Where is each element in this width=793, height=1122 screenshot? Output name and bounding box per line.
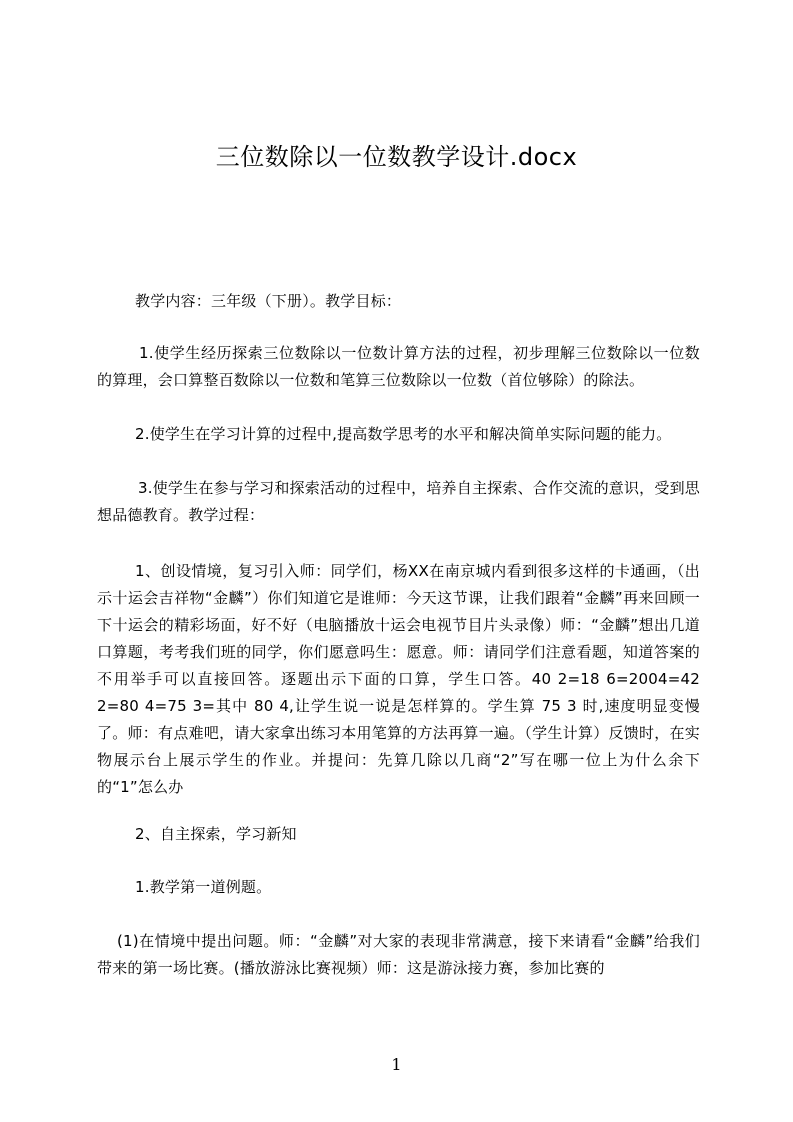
paragraph-example-1-part-1: (1)在情境中提出问题。师：“金麟”对大家的表现非常满意，接下来请看“金麟”给我们带来的第一场比赛。(播放游泳比赛视频）师：这是游泳接力赛，参加比赛的 [97, 932, 700, 977]
paragraph-example-1: 1.教学第一道例题。 [135, 878, 272, 896]
paragraph-teaching-content: 教学内容：三年级（下册）。教学目标： [135, 292, 402, 310]
page-number: 1 [391, 1055, 402, 1074]
document-title: 三位数除以一位数教学设计.docx [215, 143, 578, 171]
paragraph-step-1: 1、创设情境，复习引入师：同学们，杨XX在南京城内看到很多这样的卡通画，（出示十运会吉祥物“金麟”）你们知道它是谁师：今天这节课，让我们跟着“金麟”再来回顾一下十运会的精彩场面，好不好（电脑播放十运会电视节目片头录像）师：“金麟”想出几道口算题，考考我们班的同学，你们愿意吗生：愿意。师：请同学们注意看题，知道答案的不用举手可以直接回答。逐题出示下面的口算，学生口答。40 2=18 6=2004=42 2=80 4=75 3=其中 80 4,让学生说一说是怎样算的。学生算 75 3 时,速度明显变慢了。师：有点难吧，请大家拿出练习本用笔算的方法再算一遍。（学生计算）反馈时，在实物展示台上展示学生的作业。并提问：先算几除以几商“2”写在哪一位上为什么余下的“1”怎么办 [97, 562, 700, 796]
paragraph-goal-2: 2.使学生在学习计算的过程中,提高数学思考的水平和解决简单实际问题的能力。 [135, 425, 672, 443]
paragraph-step-2-heading: 2、自主探索，学习新知 [135, 825, 297, 843]
paragraph-goal-3: 3.使学生在参与学习和探索活动的过程中，培养自主探索、合作交流的意识，受到思想品德教育。教学过程： [97, 479, 700, 524]
paragraph-goal-1: 1.使学生经历探索三位数除以一位数计算方法的过程，初步理解三位数除以一位数的算理，会口算整百数除以一位数和笔算三位数除以一位数（首位够除）的除法。 [97, 344, 700, 389]
